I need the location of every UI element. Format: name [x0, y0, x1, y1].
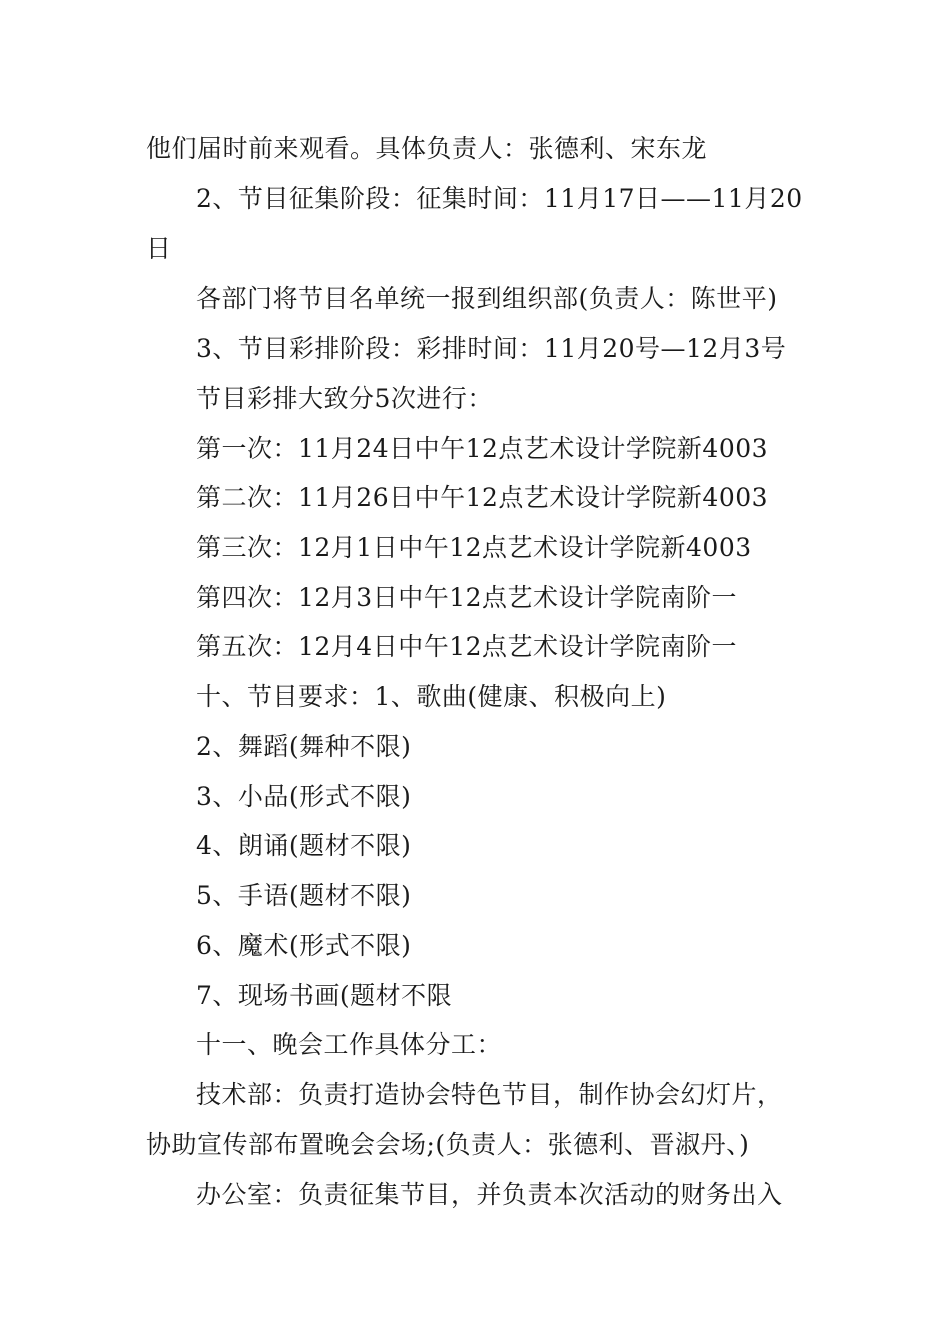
- text-line: 他们届时前来观看。具体负责人：张德利、宋东龙: [146, 134, 708, 163]
- text-line: 7、现场书画(题材不限: [196, 981, 453, 1010]
- text-line: 办公室：负责征集节目，并负责本次活动的财务出入: [196, 1180, 783, 1209]
- text-line: 3、节目彩排阶段：彩排时间：11月20号—12月3号: [196, 334, 787, 363]
- text-line: 第四次：12月3日中午12点艺术设计学院南阶一: [196, 583, 738, 612]
- text-line: 4、朗诵(题材不限): [196, 831, 412, 860]
- text-line: 日: [146, 234, 172, 263]
- text-line: 十一、晚会工作具体分工：: [196, 1030, 503, 1059]
- text-line: 2、节目征集阶段：征集时间：11月17日——11月20: [196, 184, 803, 213]
- text-line: 节目彩排大致分5次进行：: [196, 384, 493, 413]
- text-line: 第一次：11月24日中午12点艺术设计学院新4003: [196, 434, 769, 463]
- text-line: 十、节目要求：1、歌曲(健康、积极向上): [196, 682, 667, 711]
- text-line: 第三次：12月1日中午12点艺术设计学院新4003: [196, 533, 752, 562]
- text-line: 3、小品(形式不限): [196, 782, 412, 811]
- text-line: 第五次：12月4日中午12点艺术设计学院南阶一: [196, 632, 738, 661]
- text-line: 技术部：负责打造协会特色节目，制作协会幻灯片，: [196, 1080, 783, 1109]
- text-line: 协助宣传部布置晚会会场;(负责人：张德利、晋淑丹、): [146, 1130, 750, 1159]
- text-line: 2、舞蹈(舞种不限): [196, 732, 412, 761]
- text-line: 各部门将节目名单统一报到组织部(负责人：陈世平): [196, 284, 778, 313]
- text-line: 5、手语(题材不限): [196, 881, 412, 910]
- text-line: 6、魔术(形式不限): [196, 931, 412, 960]
- text-line: 第二次：11月26日中午12点艺术设计学院新4003: [196, 483, 769, 512]
